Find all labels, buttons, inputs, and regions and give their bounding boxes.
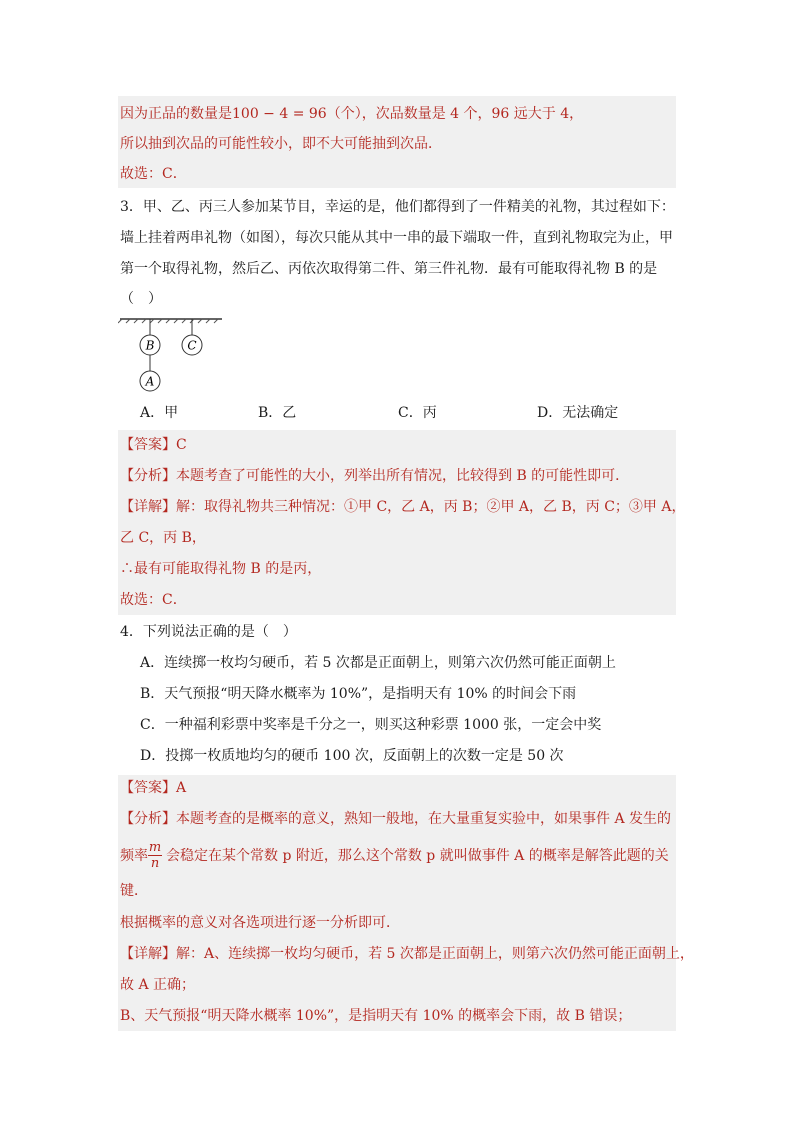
answer-label: 【答案】 <box>120 437 176 453</box>
q3-conclusion: ∴最有可能取得礼物 B 的是丙， <box>120 561 322 577</box>
prev-answer: 故选：C． <box>120 166 187 182</box>
analysis-text: 本题考查的是概率的意义，熟知一般地，在大量重复实验中，如果事件 A 发生的 <box>176 811 672 827</box>
answer-value: A <box>176 780 187 796</box>
answer-value: C <box>176 437 187 453</box>
gift-ball-a-label: A <box>145 374 155 389</box>
q3-option-d: D．无法确定 <box>537 405 619 421</box>
q4-answer <box>120 778 186 798</box>
q3-stem-line-1: 3．甲、乙、丙三人参加某节目，幸运的是，他们都得到了一件精美的礼物，其过程如下： <box>120 199 675 215</box>
prev-solution-line-1: 因为正品的数量是100 − 4 = 96（个），次品数量是 4 个，96 远大于 4， <box>120 106 584 122</box>
fraction-numerator: m <box>148 840 162 855</box>
answer-label: 【答案】 <box>120 780 176 796</box>
analysis-text: 本题考查了可能性的大小，列举出所有情况，比较得到 B 的可能性即可． <box>176 468 630 484</box>
fraction-m-over-n <box>148 840 162 871</box>
q4-analysis-line-2: 会稳定在某个常数 p 附近，那么这个常数 p 就叫做事件 A 的概率是解答此题的关 <box>166 848 669 864</box>
q3-option-a: A．甲 <box>140 405 179 421</box>
fraction-denominator: n <box>150 856 160 871</box>
detail-label: 【详解】 <box>120 499 176 515</box>
q4-detail-line-2: 故 A 正确； <box>120 977 196 993</box>
q4-frequency-prefix: 频率 <box>120 848 148 864</box>
gift-ball-c-label: C <box>187 338 197 353</box>
q4-option-c: C．一种福利彩票中奖率是千分之一，则买这种彩票 1000 张，一定会中奖 <box>140 717 602 733</box>
q3-option-c: C．丙 <box>398 405 437 421</box>
q3-analysis <box>120 466 629 486</box>
q4-analysis-line-4: 根据概率的意义对各选项进行逐一分析即可． <box>120 915 400 931</box>
prev-solution-line-2: 所以抽到次品的可能性较小，即不大可能抽到次品． <box>120 136 442 152</box>
analysis-label: 【分析】 <box>120 811 176 827</box>
q4-option-b: B．天气预报“明天降水概率为 10%”，是指明天有 10% 的时间会下雨 <box>140 686 577 702</box>
q3-detail-line-2: 乙 C，丙 B， <box>120 530 206 546</box>
gift-ball-b-label: B <box>145 338 155 353</box>
detail-text: 解：取得礼物共三种情况：①甲 C，乙 A，丙 B；②甲 A，乙 B，丙 C；③甲 A， <box>176 499 686 515</box>
q3-stem-line-2: 墙上挂着两串礼物（如图），每次只能从其中一串的最下端取一件，直到礼物取完为止，甲 <box>120 230 673 246</box>
q4-option-a: A．连续掷一枚均匀硬币，若 5 次都是正面朝上，则第六次仍然可能正面朝上 <box>140 655 616 671</box>
q4-option-d: D．投掷一枚质地均匀的硬币 100 次，反面朝上的次数一定是 50 次 <box>140 748 564 764</box>
q3-answer <box>120 435 187 455</box>
hanging-gifts-figure <box>118 314 228 394</box>
q4-analysis-line-3: 键． <box>120 883 148 899</box>
q3-choose: 故选：C． <box>120 592 187 608</box>
q3-answer-parens: （ ） <box>120 291 162 307</box>
detail-label: 【详解】 <box>120 946 176 962</box>
q4-stem: 4．下列说法正确的是（ ） <box>120 624 297 640</box>
q3-stem-line-3: 第一个取得礼物，然后乙、丙依次取得第二件、第三件礼物．最有可能取得礼物 B 的是 <box>120 261 658 277</box>
q3-detail-line-1 <box>120 497 685 517</box>
analysis-label: 【分析】 <box>120 468 176 484</box>
q3-option-b: B．乙 <box>258 405 297 421</box>
detail-text: 解：A、连续掷一枚均匀硬币，若 5 次都是正面朝上，则第六次仍然可能正面朝上， <box>176 946 694 962</box>
q4-analysis-line-1 <box>120 809 671 829</box>
solution-block-q3 <box>118 430 676 615</box>
q4-detail-line-1 <box>120 944 694 964</box>
q4-detail-line-3: B、天气预报“明天降水概率 10%”，是指明天有 10% 的概率会下雨，故 B 错误； <box>120 1008 632 1024</box>
